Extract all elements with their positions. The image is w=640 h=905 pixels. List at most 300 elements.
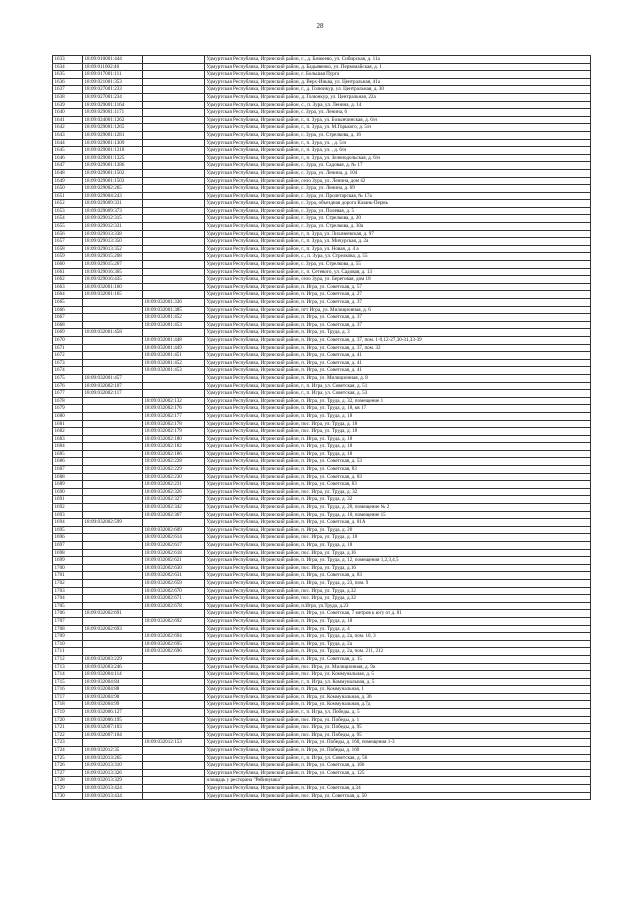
building-cadastral-number-cell [143, 245, 205, 253]
table-row [53, 367, 591, 375]
address-cell: Удмуртская Республика, Игринский район, п. Игра, ул. Советская, д. 81А [205, 519, 591, 527]
address-cell: Удмуртская Республика, Игринский район, п.Игра, ул.Труда, д.23 [205, 602, 591, 610]
building-cadastral-number-cell [143, 162, 205, 170]
table-row [53, 481, 591, 489]
land-cadastral-number-cell: 18:09:011002:40 [83, 63, 143, 71]
land-cadastral-number-cell: 18:09:029001:1386 [83, 162, 143, 170]
building-cadastral-number-cell: 18:09:032002:692 [143, 617, 205, 625]
land-cadastral-number-cell [83, 504, 143, 512]
table-row [53, 185, 591, 193]
land-cadastral-number-cell: 18:09:029001:1171 [83, 109, 143, 117]
row-number-cell: 1664 [53, 291, 83, 299]
building-cadastral-number-cell: 18:09:032002:618 [143, 549, 205, 557]
building-cadastral-number-cell [143, 762, 205, 770]
address-cell: Удмуртская Республика, Игринский район, с. Зура, ул. Садовая, д. № 17 [205, 162, 591, 170]
land-cadastral-number-cell: 18:09:032013:310 [83, 762, 143, 770]
building-cadastral-number-cell: 18:09:032002:327 [143, 496, 205, 504]
address-cell: Удмуртская Республика, Игринский район, пос. Игра, ул. Труда, д. 18 [205, 428, 591, 436]
table-row [53, 321, 591, 329]
row-number-cell: 1671 [53, 344, 83, 352]
building-cadastral-number-cell: 18:09:032002:326 [143, 488, 205, 496]
address-cell: Удмуртская Республика, Игринский район, пос. Игра, ул. Победы, д. 1 [205, 716, 591, 724]
land-cadastral-number-cell [83, 321, 143, 329]
address-cell: Удмуртская Республика, Игринский район, пос. Игра, ул. Победы, д. 95 [205, 731, 591, 739]
building-cadastral-number-cell [143, 686, 205, 694]
address-cell: Удмуртская Республика, Игринский район, п. Игра, ул. Советская, 83 [205, 466, 591, 474]
land-cadastral-number-cell [83, 481, 143, 489]
building-cadastral-number-cell: 18:09:032002:631 [143, 572, 205, 580]
address-cell: Удмуртская Республика, Игринский район, с. Зура, ул. Стрелкова, д. 55 [205, 261, 591, 269]
address-cell: Удмуртская Республика, Игринский район, пос. Игра, ул. Труда, д.32 [205, 595, 591, 603]
row-number-cell: 1669 [53, 329, 83, 337]
table-row [53, 109, 591, 117]
land-cadastral-number-cell: 18:09:029001:1325 [83, 154, 143, 162]
table-row [53, 223, 591, 231]
table-row [53, 724, 591, 732]
row-number-cell: 1713 [53, 663, 83, 671]
table-row [53, 579, 591, 587]
row-number-cell: 1689 [53, 481, 83, 489]
land-cadastral-number-cell: 18:09:029012:315 [83, 215, 143, 223]
land-cadastral-number-cell [83, 359, 143, 367]
row-number-cell: 1660 [53, 261, 83, 269]
address-cell: Удмуртская Республика, Игринский район, п. Игра, ул. Советская, д. 166 [205, 762, 591, 770]
row-number-cell: 1721 [53, 724, 83, 732]
land-cadastral-number-cell [83, 344, 143, 352]
building-cadastral-number-cell: 18:09:032002:178 [143, 420, 205, 428]
land-cadastral-number-cell: 18:09:029016:435 [83, 276, 143, 284]
building-cadastral-number-cell: 18:09:032002:617 [143, 542, 205, 550]
row-number-cell: 1673 [53, 359, 83, 367]
table-row [53, 101, 591, 109]
land-cadastral-number-cell [83, 557, 143, 565]
land-cadastral-number-cell: 18:09:029015:208 [83, 253, 143, 261]
row-number-cell: 1640 [53, 109, 83, 117]
row-number-cell: 1642 [53, 124, 83, 132]
building-cadastral-number-cell: 18:09:032001:451 [143, 352, 205, 360]
row-number-cell: 1699 [53, 557, 83, 565]
row-number-cell: 1686 [53, 458, 83, 466]
building-cadastral-number-cell [143, 93, 205, 101]
row-number-cell: 1646 [53, 154, 83, 162]
table-row [53, 390, 591, 398]
building-cadastral-number-cell: 18:09:032012:153 [143, 739, 205, 747]
address-cell: Удмуртская Республика, Игринский район, село Зура, ул. Береговая, дом 18 [205, 276, 591, 284]
building-cadastral-number-cell: 18:09:032002:609 [143, 526, 205, 534]
land-cadastral-number-cell: 18:09:032003:229 [83, 655, 143, 663]
building-cadastral-number-cell [143, 671, 205, 679]
land-cadastral-number-cell [83, 572, 143, 580]
building-cadastral-number-cell: 18:09:032002:186 [143, 450, 205, 458]
row-number-cell: 1656 [53, 230, 83, 238]
address-cell: Удмуртская Республика, Игринский район, с. Зура, ул. Ленина, 6 [205, 109, 591, 117]
land-cadastral-number-cell: 18:09:032001:458 [83, 329, 143, 337]
row-number-cell: 1654 [53, 215, 83, 223]
building-cadastral-number-cell: 18:09:032002:231 [143, 481, 205, 489]
address-cell: Удмуртская Республика, Игринский район, п. Игра, ул. Советская, д. 37 [205, 314, 591, 322]
land-cadastral-number-cell [83, 466, 143, 474]
table-row [53, 382, 591, 390]
address-cell: Удмуртская Республика, Игринский район, г., п. Зура, ул. Зеленодольская, д. 6/н [205, 154, 591, 162]
row-number-cell: 1652 [53, 200, 83, 208]
table-row [53, 359, 591, 367]
address-cell: Удмуртская Республика, Игринский район, п. Игра, ул. Советская, д. 53 [205, 458, 591, 466]
building-cadastral-number-cell [143, 207, 205, 215]
building-cadastral-number-cell [143, 169, 205, 177]
table-row [53, 633, 591, 641]
land-cadastral-number-cell [83, 496, 143, 504]
land-cadastral-number-cell [83, 579, 143, 587]
table-row [53, 78, 591, 86]
building-cadastral-number-cell: 18:09:032001:385 [143, 306, 205, 314]
row-number-cell: 1681 [53, 420, 83, 428]
building-cadastral-number-cell: 18:09:032002:695 [143, 640, 205, 648]
building-cadastral-number-cell [143, 63, 205, 71]
address-cell: Удмуртская Республика, Игринский район, п. Игра, ул. Труда, д. 18 [205, 412, 591, 420]
row-number-cell: 1634 [53, 63, 83, 71]
land-cadastral-number-cell: 18:09:032002:117 [83, 390, 143, 398]
row-number-cell: 1644 [53, 139, 83, 147]
registry-table [52, 55, 591, 800]
registry-body [53, 56, 591, 800]
building-cadastral-number-cell [143, 678, 205, 686]
address-cell: Удмуртская Республика, Игринский район, п. Игра, ул. Советская, д. 57 [205, 283, 591, 291]
table-row [53, 655, 591, 663]
building-cadastral-number-cell [143, 374, 205, 382]
row-number-cell: 1666 [53, 306, 83, 314]
row-number-cell: 1684 [53, 443, 83, 451]
address-cell: Удмуртская Республика, Игринский район, пос. Игра, ул. Советская, д. 50 [205, 792, 591, 800]
building-cadastral-number-cell: 18:09:032001:448 [143, 336, 205, 344]
address-cell: Удмуртская Республика, Игринский район, пос. Игра, ул. Победы, д. 95 [205, 724, 591, 732]
address-cell: Удмуртская Республика, Игринский район, пос. Игра, ул. Труда, д.16 [205, 564, 591, 572]
table-row [53, 519, 591, 527]
row-number-cell: 1639 [53, 101, 83, 109]
table-row [53, 747, 591, 755]
row-number-cell: 1709 [53, 633, 83, 641]
row-number-cell: 1704 [53, 595, 83, 603]
address-cell: Удмуртская Республика, Игринский район, п. Игра, ул. Труда, д. 18, кв 17 [205, 405, 591, 413]
row-number-cell: 1702 [53, 579, 83, 587]
building-cadastral-number-cell: 18:09:032002:614 [143, 534, 205, 542]
land-cadastral-number-cell: 18:09:032001:457 [83, 374, 143, 382]
building-cadastral-number-cell [143, 78, 205, 86]
building-cadastral-number-cell [143, 116, 205, 124]
building-cadastral-number-cell [143, 777, 205, 785]
building-cadastral-number-cell: 18:09:032002:179 [143, 428, 205, 436]
table-row [53, 336, 591, 344]
table-row [53, 686, 591, 694]
row-number-cell: 1680 [53, 412, 83, 420]
land-cadastral-number-cell: 18:09:029001:1164 [83, 101, 143, 109]
table-row [53, 352, 591, 360]
table-row [53, 299, 591, 307]
row-number-cell: 1717 [53, 693, 83, 701]
table-row [53, 534, 591, 542]
row-number-cell: 1703 [53, 587, 83, 595]
table-row [53, 602, 591, 610]
address-cell: Удмуртская Республика, Игринский район, п. Игра, ул. Советская, д. 125 [205, 769, 591, 777]
table-row [53, 116, 591, 124]
table-row [53, 678, 591, 686]
address-cell: Удмуртская Республика, Игринский район, с. Зура, ул. Ленина, д. 69 [205, 185, 591, 193]
table-row [53, 731, 591, 739]
table-row [53, 549, 591, 557]
table-row [53, 716, 591, 724]
row-number-cell: 1728 [53, 777, 83, 785]
table-row [53, 63, 591, 71]
land-cadastral-number-cell [83, 595, 143, 603]
building-cadastral-number-cell: 18:09:032001:452 [143, 314, 205, 322]
row-number-cell: 1683 [53, 435, 83, 443]
land-cadastral-number-cell: 18:09:029001:1281 [83, 131, 143, 139]
address-cell: Удмуртская Республика, Игринский район, п. Игра, ул. Труда, д. 20, помещение № 2 [205, 504, 591, 512]
building-cadastral-number-cell [143, 230, 205, 238]
address-cell: Удмуртская Республика, Игринский район, г., п. Зура, ул. М.Горького, д. 5/н [205, 124, 591, 132]
table-row [53, 572, 591, 580]
land-cadastral-number-cell [83, 633, 143, 641]
land-cadastral-number-cell: 18:09:029015:267 [83, 261, 143, 269]
building-cadastral-number-cell: 18:09:032002:182 [143, 443, 205, 451]
building-cadastral-number-cell: 18:09:032002:671 [143, 595, 205, 603]
address-cell: Удмуртская Республика, Игринский район, д. Верх-Иньва, ул. Центральная, 41а [205, 78, 591, 86]
address-cell: Удмуртская Республика, Игринский район, п. Игра, ул. Советская, д. 37, пом. 1-9,12-27,30-31,33-39 [205, 336, 591, 344]
land-cadastral-number-cell: 18:09:029009:373 [83, 207, 143, 215]
building-cadastral-number-cell: 18:09:032002:367 [143, 511, 205, 519]
land-cadastral-number-cell: 18:09:032004:84 [83, 678, 143, 686]
building-cadastral-number-cell [143, 192, 205, 200]
row-number-cell: 1710 [53, 640, 83, 648]
address-cell: Удмуртская Республика, Игринский район, с. Зура, ул. Ленина, д. 104 [205, 169, 591, 177]
address-cell: Удмуртская Республика, Игринский район, пос. Игра, ул. Труда, д. 18 [205, 420, 591, 428]
address-cell: Удмуртская Республика, Игринский район, п. Игра, ул. Советская, д. 27 [205, 291, 591, 299]
building-cadastral-number-cell [143, 731, 205, 739]
building-cadastral-number-cell [143, 785, 205, 793]
row-number-cell: 1727 [53, 769, 83, 777]
building-cadastral-number-cell: 18:09:032002:230 [143, 473, 205, 481]
building-cadastral-number-cell: 18:09:032001:336 [143, 299, 205, 307]
table-row [53, 496, 591, 504]
address-cell: Удмуртская Республика, Игринский район, пос. Игра, ул. Труда, д.32 [205, 587, 591, 595]
address-cell: Удмуртская Республика, Игринский район, п. Игра, ул. Советская, д. 15 [205, 655, 591, 663]
building-cadastral-number-cell: 18:09:032002:696 [143, 648, 205, 656]
address-cell: Удмуртская Республика, Игринский район, п. Игра, ул. Труда, д. 18 [205, 435, 591, 443]
row-number-cell: 1712 [53, 655, 83, 663]
table-row [53, 428, 591, 436]
table-row [53, 504, 591, 512]
land-cadastral-number-cell [83, 526, 143, 534]
building-cadastral-number-cell: 18:09:032001:453 [143, 367, 205, 375]
land-cadastral-number-cell [83, 542, 143, 550]
table-row [53, 245, 591, 253]
address-cell: Удмуртская Республика, Игринский район, г., п. Игра, ул. Советская, д. 56 [205, 754, 591, 762]
row-number-cell: 1679 [53, 405, 83, 413]
row-number-cell: 1677 [53, 390, 83, 398]
row-number-cell: 1648 [53, 169, 83, 177]
row-number-cell: 1711 [53, 648, 83, 656]
row-number-cell: 1722 [53, 731, 83, 739]
row-number-cell: 1645 [53, 147, 83, 155]
row-number-cell: 1655 [53, 223, 83, 231]
address-cell: Удмуртская Республика, Игринский район, п. Игра, ул. Труда, д. 2а [205, 640, 591, 648]
land-cadastral-number-cell: 18:09:032013:434 [83, 792, 143, 800]
land-cadastral-number-cell: 18:09:029001:1265 [83, 124, 143, 132]
address-cell: Удмуртская Республика, Игринский район, г., д. Голюнкур, ул. Центральная, д. 30 [205, 86, 591, 94]
address-cell: Удмуртская Республика, Игринский район, пос. Игра, ул. Труда, д.16 [205, 549, 591, 557]
row-number-cell: 1723 [53, 739, 83, 747]
address-cell: Удмуртская Республика, Игринский район, п. Игра, ул. Труда, д. 32 [205, 496, 591, 504]
address-cell: Удмуртская Республика, Игринский район, с. Зура, ул. Пролетарская, № 17а [205, 192, 591, 200]
land-cadastral-number-cell: 18:09:029013:350 [83, 238, 143, 246]
land-cadastral-number-cell: 18:09:029009:331 [83, 200, 143, 208]
address-cell: Удмуртская Республика, Игринский район, п. Игра, ул. Советская, д.34 [205, 785, 591, 793]
address-cell: Удмуртская Республика, Игринский район, с., п. Зура, ул. Ленина, д. 14 [205, 101, 591, 109]
address-cell: Удмуртская Республика, Игринский район, пос. Игра, ул. Труда, д. 32 [205, 488, 591, 496]
building-cadastral-number-cell: 18:09:032002:342 [143, 504, 205, 512]
land-cadastral-number-cell [83, 534, 143, 542]
building-cadastral-number-cell: 18:09:032001:453 [143, 321, 205, 329]
building-cadastral-number-cell [143, 291, 205, 299]
building-cadastral-number-cell [143, 655, 205, 663]
land-cadastral-number-cell: 18:09:021001:353 [83, 78, 143, 86]
row-number-cell: 1635 [53, 71, 83, 79]
land-cadastral-number-cell: 18:09:032007:104 [83, 731, 143, 739]
land-cadastral-number-cell [83, 336, 143, 344]
row-number-cell: 1694 [53, 519, 83, 527]
table-row [53, 238, 591, 246]
table-row [53, 709, 591, 717]
land-cadastral-number-cell [83, 435, 143, 443]
table-row [53, 291, 591, 299]
land-cadastral-number-cell [83, 549, 143, 557]
row-number-cell: 1672 [53, 352, 83, 360]
address-cell: Удмуртская Республика, Игринский район, с. Зура, ул. Стрелкова, д. 20 [205, 215, 591, 223]
row-number-cell: 1678 [53, 397, 83, 405]
table-row [53, 754, 591, 762]
row-number-cell: 1716 [53, 686, 83, 694]
table-row [53, 283, 591, 291]
address-cell: Удмуртская Республика, Игринский район, п. Игра, ул. Советская, д. 83 [205, 572, 591, 580]
table-row [53, 625, 591, 633]
address-cell: Удмуртская Республика, Игринский район, п. Игра, ул. Советская, 7 метров к югу от д. 81 [205, 610, 591, 618]
row-number-cell: 1724 [53, 747, 83, 755]
table-row [53, 314, 591, 322]
land-cadastral-number-cell: 18:09:029016:365 [83, 268, 143, 276]
building-cadastral-number-cell [143, 253, 205, 261]
address-cell: Удмуртская Республика, Игринский район, с. Большая Пурга [205, 71, 591, 79]
table-row [53, 162, 591, 170]
land-cadastral-number-cell [83, 299, 143, 307]
row-number-cell: 1675 [53, 374, 83, 382]
building-cadastral-number-cell [143, 124, 205, 132]
land-cadastral-number-cell: 18:09:027001:234 [83, 93, 143, 101]
row-number-cell: 1688 [53, 473, 83, 481]
building-cadastral-number-cell [143, 701, 205, 709]
building-cadastral-number-cell [143, 716, 205, 724]
building-cadastral-number-cell [143, 747, 205, 755]
land-cadastral-number-cell [83, 397, 143, 405]
table-row [53, 177, 591, 185]
table-row [53, 306, 591, 314]
address-cell: Удмуртская Республика, Игринский район, п. Игра, ул. Советская, д. 37, пом. 32 [205, 344, 591, 352]
address-cell: Удмуртская Республика, Игринский район, п. Игра, ул. Победы, д. 160 [205, 747, 591, 755]
table-row [53, 261, 591, 269]
address-cell: Удмуртская Республика, Игринский район, с. Зура, ул. Стрелкова, д. 16 [205, 131, 591, 139]
address-cell: Удмуртская Республика, Игринский район, п. Игра, ул. Победы, д. 160, помещения 1-3 [205, 739, 591, 747]
row-number-cell: 1720 [53, 716, 83, 724]
address-cell: Удмуртская Республика, Игринский район, с., д. Бачкеево, ул. Сибирская, д. 11а [205, 56, 591, 64]
land-cadastral-number-cell: 18:09:029001:1503 [83, 177, 143, 185]
row-number-cell: 1647 [53, 162, 83, 170]
row-number-cell: 1641 [53, 116, 83, 124]
row-number-cell: 1658 [53, 245, 83, 253]
address-cell: Удмуртская Республика, Игринский район, п. Игра, ул. Советская, д. 41 [205, 359, 591, 367]
building-cadastral-number-cell [143, 709, 205, 717]
row-number-cell: 1690 [53, 488, 83, 496]
land-cadastral-number-cell [83, 367, 143, 375]
row-number-cell: 1695 [53, 526, 83, 534]
building-cadastral-number-cell: 18:09:032002:132 [143, 397, 205, 405]
table-row [53, 215, 591, 223]
building-cadastral-number-cell [143, 769, 205, 777]
address-cell: Удмуртская Республика, Игринский район, п. Игра, ул. Советская, д. 83 [205, 473, 591, 481]
table-row [53, 693, 591, 701]
building-cadastral-number-cell [143, 177, 205, 185]
land-cadastral-number-cell [83, 739, 143, 747]
table-row [53, 488, 591, 496]
address-cell: Удмуртская Республика, Игринский район, п. Игра, ул. Труда, д. 2а, пом. 211, 212 [205, 648, 591, 656]
table-row [53, 458, 591, 466]
land-cadastral-number-cell: 18:09:029001:1502 [83, 169, 143, 177]
address-cell: Удмуртская Республика, Игринский район, п. Игра, ул. Труда, д. 18 [205, 617, 591, 625]
table-row [53, 139, 591, 147]
land-cadastral-number-cell [83, 511, 143, 519]
table-row [53, 397, 591, 405]
table-row [53, 86, 591, 94]
row-number-cell: 1691 [53, 496, 83, 504]
building-cadastral-number-cell [143, 519, 205, 527]
land-cadastral-number-cell [83, 648, 143, 656]
building-cadastral-number-cell [143, 200, 205, 208]
table-row [53, 617, 591, 625]
land-cadastral-number-cell: 18:09:029013:338 [83, 230, 143, 238]
building-cadastral-number-cell: 18:09:032002:659 [143, 579, 205, 587]
building-cadastral-number-cell [143, 390, 205, 398]
address-cell: Удмуртская Республика, Игринский район, г., п. Зура, ул. , д. 5/н [205, 139, 591, 147]
land-cadastral-number-cell [83, 306, 143, 314]
table-row [53, 344, 591, 352]
address-cell: Удмуртская Республика, Игринский район, п. Игра, ул. Труда, д. 18 [205, 443, 591, 451]
land-cadastral-number-cell: 18:09:032013:424 [83, 785, 143, 793]
building-cadastral-number-cell: 18:09:032002:630 [143, 564, 205, 572]
building-cadastral-number-cell [143, 147, 205, 155]
address-cell: Удмуртская Республика, Игринский район, д. Бадьявенко, ул. Первомайская, д. 1 [205, 63, 591, 71]
row-number-cell: 1633 [53, 56, 83, 64]
land-cadastral-number-cell: 18:09:032013:326 [83, 769, 143, 777]
building-cadastral-number-cell [143, 86, 205, 94]
table-row [53, 329, 591, 337]
building-cadastral-number-cell [143, 139, 205, 147]
table-row [53, 511, 591, 519]
row-number-cell: 1706 [53, 610, 83, 618]
address-cell: Удмуртская Республика, Игринский район, п. Игра, ул. Советская, д. 37 [205, 299, 591, 307]
table-row [53, 466, 591, 474]
table-row [53, 230, 591, 238]
address-cell: Удмуртская Республика, Игринский район, п. Игра, ул. Труда, д. 18 [205, 542, 591, 550]
building-cadastral-number-cell: 18:09:032002:621 [143, 557, 205, 565]
table-row [53, 739, 591, 747]
address-cell: Удмуртская Республика, Игринский район, п. Игра, ул. Труда, д. 10, помещение 15 [205, 511, 591, 519]
